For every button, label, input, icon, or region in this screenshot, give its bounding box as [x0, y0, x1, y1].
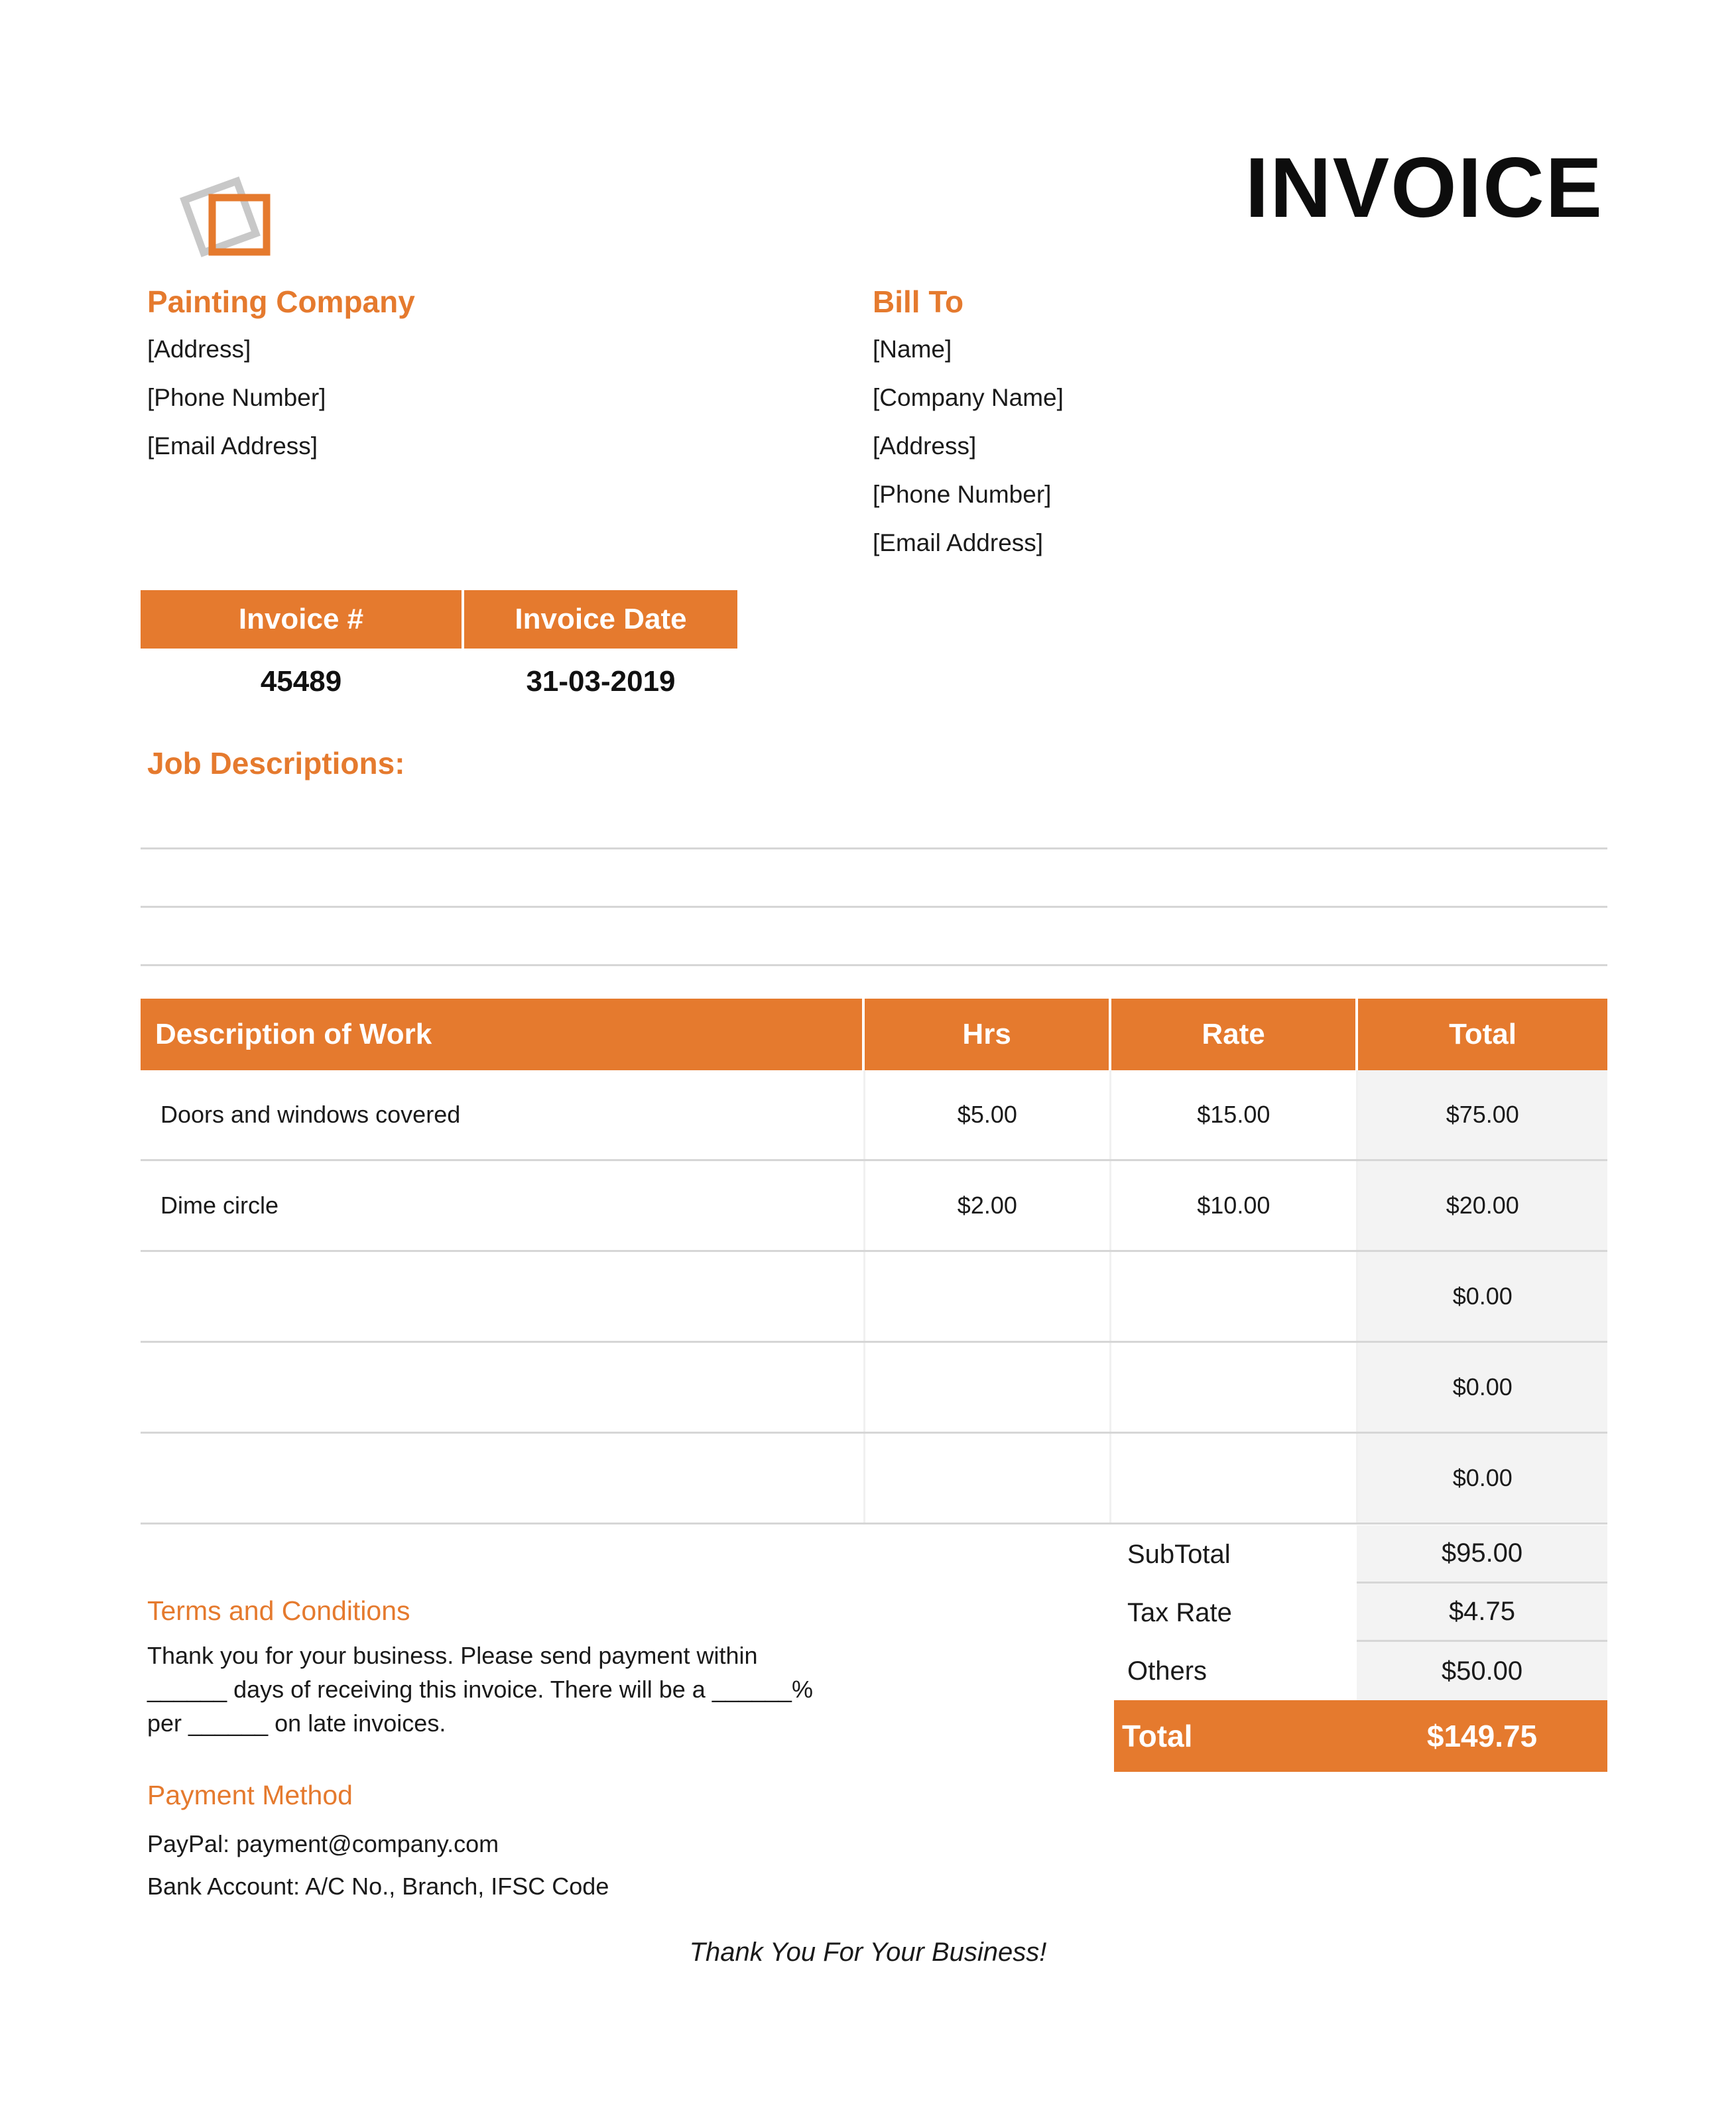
invoice-date-value: 31-03-2019 — [526, 665, 676, 698]
invoice-date-label: Invoice Date — [464, 590, 737, 649]
company-address: [Address] — [147, 336, 251, 363]
bill-to-block — [873, 284, 1064, 567]
table-row — [141, 1070, 1607, 1161]
bill-to-company: [Company Name] — [873, 384, 1064, 411]
row-rate — [1109, 1252, 1355, 1341]
work-table — [141, 999, 1607, 1524]
work-table-header — [141, 999, 1607, 1070]
row-rate — [1109, 1434, 1355, 1523]
row-hrs: $5.00 — [863, 1070, 1109, 1159]
grand-total-row — [1114, 1700, 1607, 1772]
row-hrs — [863, 1252, 1109, 1341]
bill-to-name: [Name] — [873, 336, 952, 363]
row-total: $0.00 — [1356, 1343, 1607, 1432]
others-row — [1114, 1642, 1607, 1700]
table-row — [141, 1161, 1607, 1252]
row-total: $0.00 — [1356, 1252, 1607, 1341]
tax-row — [1114, 1584, 1607, 1642]
others-value: $50.00 — [1357, 1642, 1607, 1700]
row-hrs: $2.00 — [863, 1161, 1109, 1250]
row-rate — [1109, 1343, 1355, 1432]
totals-block — [1114, 1525, 1607, 1772]
terms-line: Thank you for your business. Please send payment within — [147, 1642, 758, 1669]
payment-bank: Bank Account: A/C No., Branch, IFSC Code — [147, 1873, 609, 1900]
payment-heading: Payment Method — [147, 1780, 353, 1810]
table-row — [141, 1252, 1607, 1343]
subtotal-row — [1114, 1525, 1607, 1584]
company-block — [147, 284, 415, 470]
subtotal-value: $95.00 — [1357, 1525, 1607, 1584]
grand-total-label: Total — [1122, 1719, 1193, 1753]
payment-paypal: PayPal: payment@company.com — [147, 1830, 499, 1857]
subtotal-label: SubTotal — [1127, 1539, 1231, 1569]
company-logo — [174, 167, 286, 267]
tax-label: Tax Rate — [1127, 1597, 1232, 1627]
invoice-number-label: Invoice # — [141, 590, 462, 649]
row-rate: $10.00 — [1109, 1161, 1355, 1250]
company-name: Painting Company — [147, 284, 415, 319]
row-hrs — [863, 1434, 1109, 1523]
bill-to-phone: [Phone Number] — [873, 481, 1052, 508]
table-row — [141, 1434, 1607, 1524]
row-total: $0.00 — [1356, 1434, 1607, 1523]
row-total: $20.00 — [1356, 1161, 1607, 1250]
others-label: Others — [1127, 1656, 1208, 1686]
row-description: Dime circle — [160, 1192, 279, 1219]
job-line-2 — [141, 906, 1607, 908]
payment-block — [147, 1780, 609, 1908]
grand-total-value: $149.75 — [1426, 1719, 1538, 1753]
invoice-number-value: 45489 — [260, 665, 342, 698]
header-hrs: Hrs — [862, 999, 1109, 1070]
header-rate: Rate — [1109, 999, 1355, 1070]
terms-line: ______ days of receiving this invoice. There will be a ______% — [147, 1676, 813, 1703]
bill-to-email: [Email Address] — [873, 529, 1044, 556]
job-descriptions-label: Job Descriptions: — [147, 746, 405, 780]
job-line-3 — [141, 964, 1607, 966]
header-total: Total — [1355, 999, 1607, 1070]
company-email: [Email Address] — [147, 432, 318, 460]
row-description — [141, 1343, 863, 1432]
table-row — [141, 1343, 1607, 1434]
row-description — [141, 1434, 863, 1523]
row-description: Doors and windows covered — [160, 1101, 461, 1128]
terms-block — [147, 1595, 890, 1740]
row-description — [141, 1252, 863, 1341]
company-phone: [Phone Number] — [147, 384, 326, 411]
footer-thanks: Thank You For Your Business! — [689, 1938, 1047, 1967]
row-rate: $15.00 — [1109, 1070, 1355, 1159]
tax-value: $4.75 — [1357, 1584, 1607, 1642]
row-total: $75.00 — [1356, 1070, 1607, 1159]
invoice-title: INVOICE — [1245, 141, 1603, 235]
invoice-meta-table — [141, 590, 737, 715]
bill-to-address: [Address] — [873, 432, 977, 460]
terms-line: per ______ on late invoices. — [147, 1710, 446, 1737]
header-description: Description of Work — [141, 999, 862, 1070]
terms-heading: Terms and Conditions — [147, 1595, 410, 1626]
job-line-1 — [141, 847, 1607, 849]
row-hrs — [863, 1343, 1109, 1432]
bill-to-heading: Bill To — [873, 284, 964, 319]
